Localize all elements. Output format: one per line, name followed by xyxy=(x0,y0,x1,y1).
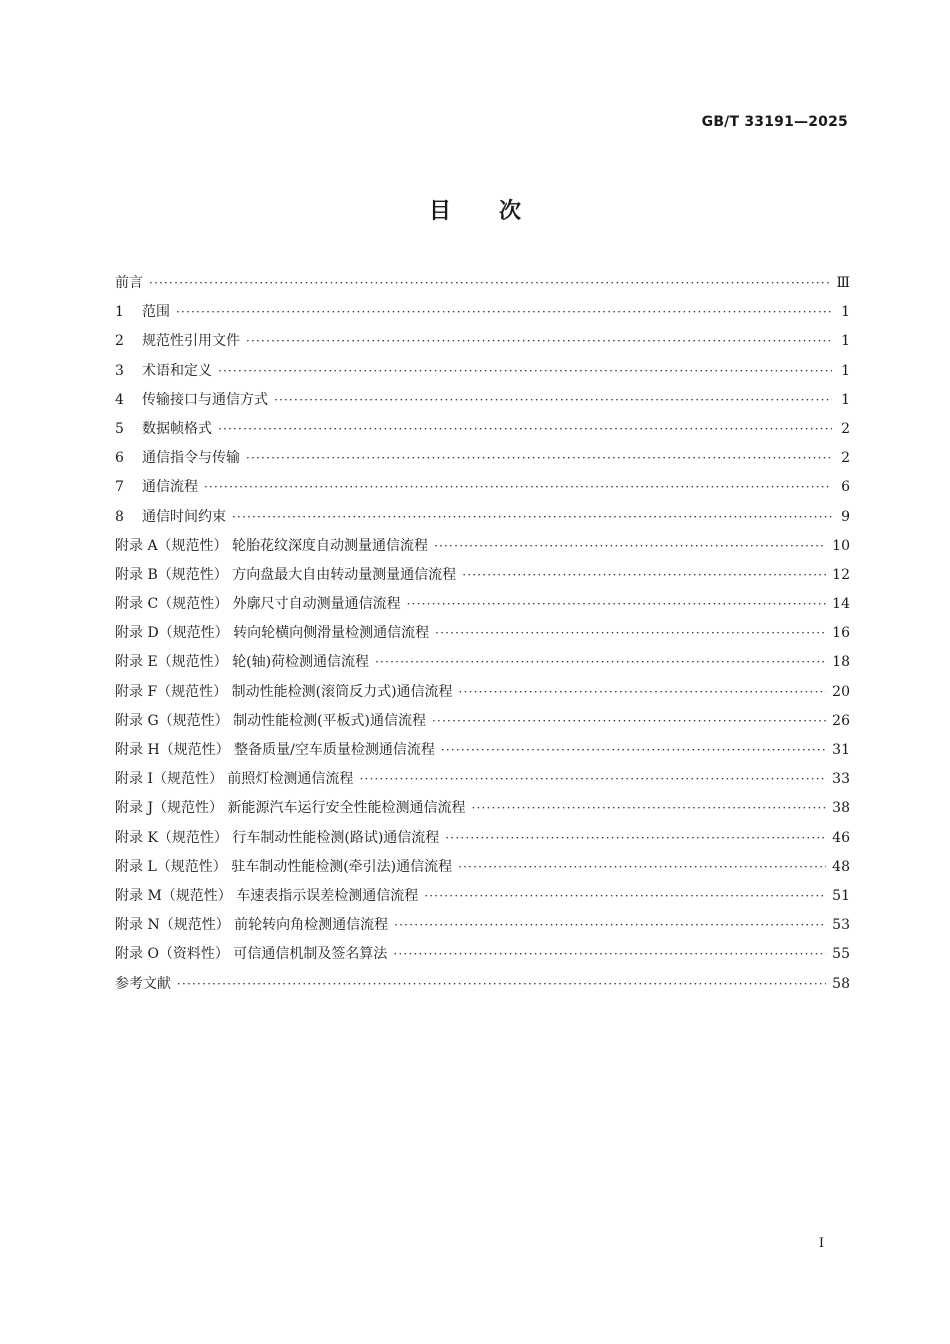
toc-leader-dots xyxy=(274,393,832,407)
toc-entry-text: 参考文献 xyxy=(115,975,171,992)
toc-entry-label xyxy=(115,301,170,321)
toc-entry-text: 附录 J（规范性） 新能源汽车运行安全性能检测通信流程 xyxy=(115,800,466,817)
toc-entry-label xyxy=(115,856,452,876)
toc-entry-text: 附录 O（资料性） 可信通信机制及签名算法 xyxy=(115,946,388,963)
toc-title: 目次 xyxy=(428,199,569,224)
toc-leader-dots xyxy=(246,334,832,348)
toc-entry-number: 2 xyxy=(115,333,124,350)
toc-entry[interactable] xyxy=(115,943,850,972)
toc-entry-text: 通信流程 xyxy=(142,479,198,496)
toc-entry[interactable] xyxy=(115,681,850,710)
toc-entry-text: 附录 L（规范性） 驻车制动性能检测(牵引法)通信流程 xyxy=(115,858,453,875)
toc-entry-page: 12 xyxy=(832,566,850,583)
toc-leader-dots xyxy=(232,510,832,524)
toc-entry[interactable] xyxy=(115,622,850,651)
toc-entry-page: 55 xyxy=(832,946,850,963)
toc-entry-text: 附录 F（规范性） 制动性能检测(滚筒反力式)通信流程 xyxy=(115,683,453,700)
toc-entry-label xyxy=(115,651,369,671)
toc-entry[interactable] xyxy=(115,651,850,680)
toc-entry-text: 术语和定义 xyxy=(142,362,212,379)
toc-entry-label xyxy=(115,418,212,438)
toc-entry-page: Ⅲ xyxy=(836,275,850,291)
toc-entry-label xyxy=(115,797,466,817)
toc-entry-page: 38 xyxy=(832,800,850,817)
toc-entry-label xyxy=(115,827,439,847)
toc-entry-page: 18 xyxy=(832,654,850,671)
toc-entry-number: 3 xyxy=(115,362,124,379)
toc-entry[interactable] xyxy=(115,360,850,389)
toc-leader-dots xyxy=(359,772,826,786)
toc-leader-dots xyxy=(458,860,826,874)
toc-entry-text: 附录 M（规范性） 车速表指示误差检测通信流程 xyxy=(115,887,419,904)
toc-leader-dots xyxy=(424,889,826,903)
toc-entry-page: 51 xyxy=(832,887,850,904)
toc-entry-text: 附录 C（规范性） 外廓尺寸自动测量通信流程 xyxy=(115,596,401,613)
toc-entry-page: 26 xyxy=(832,712,850,729)
toc-entry-label xyxy=(115,914,388,934)
toc-entry[interactable] xyxy=(115,272,850,301)
toc-entry[interactable] xyxy=(115,914,850,943)
toc-entry-page: 16 xyxy=(832,625,850,642)
toc-entry[interactable] xyxy=(115,535,850,564)
toc-entry-text: 附录 I（规范性） 前照灯检测通信流程 xyxy=(115,771,354,788)
toc-entry-label xyxy=(115,943,387,963)
toc-entry-page: 6 xyxy=(841,479,850,496)
toc-entry-label xyxy=(115,973,171,993)
toc-entry-page: 2 xyxy=(841,420,850,437)
toc-entry-label xyxy=(115,564,456,584)
toc-entry-page: 1 xyxy=(841,333,850,350)
toc-entry[interactable] xyxy=(115,447,850,476)
toc-entry-label xyxy=(115,330,240,350)
toc-entry-page: 9 xyxy=(841,508,850,525)
toc-entry[interactable] xyxy=(115,418,850,447)
toc-entry[interactable] xyxy=(115,564,850,593)
toc-entry-label xyxy=(115,506,226,526)
toc-entry-label xyxy=(115,622,429,642)
toc-entry[interactable] xyxy=(115,768,850,797)
toc-leader-dots xyxy=(218,364,832,378)
toc-entry[interactable] xyxy=(115,739,850,768)
toc-entry[interactable] xyxy=(115,885,850,914)
toc-entry-page: 53 xyxy=(832,917,850,934)
toc-entry-text: 附录 D（规范性） 转向轮横向侧滑量检测通信流程 xyxy=(115,625,430,642)
toc-entry-page: 14 xyxy=(832,596,850,613)
toc-entry[interactable] xyxy=(115,476,850,505)
toc-entry-label xyxy=(115,447,240,467)
toc-entry-number: 1 xyxy=(115,304,124,321)
toc-leader-dots xyxy=(432,714,826,728)
page-number: I xyxy=(818,1236,824,1251)
toc-leader-dots xyxy=(435,626,826,640)
toc-list xyxy=(115,272,850,1002)
toc-entry-text: 附录 N（规范性） 前轮转向角检测通信流程 xyxy=(115,917,389,934)
toc-entry[interactable] xyxy=(115,973,850,1002)
toc-entry-label xyxy=(115,272,143,292)
toc-entry-page: 58 xyxy=(832,975,850,992)
toc-leader-dots xyxy=(246,451,832,465)
toc-entry-text: 规范性引用文件 xyxy=(142,333,240,350)
toc-entry[interactable] xyxy=(115,330,850,359)
toc-entry-label xyxy=(115,885,418,905)
toc-entry-text: 附录 K（规范性） 行车制动性能检测(路试)通信流程 xyxy=(115,829,440,846)
toc-entry-label xyxy=(115,476,198,496)
toc-entry-page: 1 xyxy=(841,391,850,408)
toc-entry-text: 附录 H（规范性） 整备质量/空车质量检测通信流程 xyxy=(115,742,435,758)
toc-entry[interactable] xyxy=(115,301,850,330)
toc-entry-number: 4 xyxy=(115,391,124,408)
standard-code: GB/T 33191—2025 xyxy=(701,114,848,130)
toc-entry-label xyxy=(115,535,428,555)
toc-leader-dots xyxy=(149,276,830,290)
toc-leader-dots xyxy=(394,918,826,932)
toc-entry-text: 通信时间约束 xyxy=(142,508,226,525)
toc-entry[interactable] xyxy=(115,506,850,535)
toc-entry-text: 附录 G（规范性） 制动性能检测(平板式)通信流程 xyxy=(115,712,427,729)
toc-entry-page: 20 xyxy=(832,683,850,700)
toc-leader-dots xyxy=(459,685,827,699)
toc-entry-label xyxy=(115,681,453,701)
toc-entry-label xyxy=(115,768,353,788)
toc-entry-text: 附录 A（规范性） 轮胎花纹深度自动测量通信流程 xyxy=(115,537,429,554)
toc-entry-text: 前言 xyxy=(115,275,143,291)
toc-entry-text: 附录 B（规范性） 方向盘最大自由转动量测量通信流程 xyxy=(115,566,457,583)
toc-entry-text: 传输接口与通信方式 xyxy=(142,391,268,408)
toc-leader-dots xyxy=(441,743,826,757)
toc-entry-number: 8 xyxy=(115,508,124,525)
toc-leader-dots xyxy=(462,568,826,582)
toc-leader-dots xyxy=(218,422,832,436)
toc-leader-dots xyxy=(176,305,832,319)
toc-entry-number: 7 xyxy=(115,479,124,496)
toc-entry-text: 数据帧格式 xyxy=(142,420,212,437)
toc-leader-dots xyxy=(177,977,826,991)
toc-entry[interactable] xyxy=(115,710,850,739)
toc-leader-dots xyxy=(407,597,827,611)
toc-entry-label xyxy=(115,593,401,613)
toc-entry-number: 6 xyxy=(115,450,124,467)
toc-entry[interactable] xyxy=(115,389,850,418)
toc-entry-page: 1 xyxy=(841,304,850,321)
toc-entry[interactable] xyxy=(115,827,850,856)
toc-entry-label xyxy=(115,739,435,759)
toc-leader-dots xyxy=(375,655,826,669)
toc-entry-page: 46 xyxy=(832,829,850,846)
toc-leader-dots xyxy=(393,947,826,961)
toc-entry-label xyxy=(115,360,212,380)
toc-entry-page: 31 xyxy=(832,742,850,758)
toc-entry-page: 10 xyxy=(832,537,850,554)
toc-entry-text: 范围 xyxy=(142,304,170,321)
toc-entry[interactable] xyxy=(115,856,850,885)
toc-entry-page: 1 xyxy=(841,362,850,379)
toc-entry-text: 通信指令与传输 xyxy=(142,450,240,467)
toc-leader-dots xyxy=(445,831,826,845)
toc-entry-number: 5 xyxy=(115,420,124,437)
toc-leader-dots xyxy=(434,539,826,553)
toc-entry-label xyxy=(115,389,268,409)
toc-entry-page: 48 xyxy=(832,858,850,875)
toc-entry-text: 附录 E（规范性） 轮(轴)荷检测通信流程 xyxy=(115,654,370,671)
toc-leader-dots xyxy=(472,801,827,815)
toc-entry-label xyxy=(115,710,426,730)
toc-entry[interactable] xyxy=(115,797,850,826)
toc-entry-page: 2 xyxy=(841,450,850,467)
toc-entry-page: 33 xyxy=(832,771,850,788)
toc-leader-dots xyxy=(204,480,832,494)
toc-entry[interactable] xyxy=(115,593,850,622)
